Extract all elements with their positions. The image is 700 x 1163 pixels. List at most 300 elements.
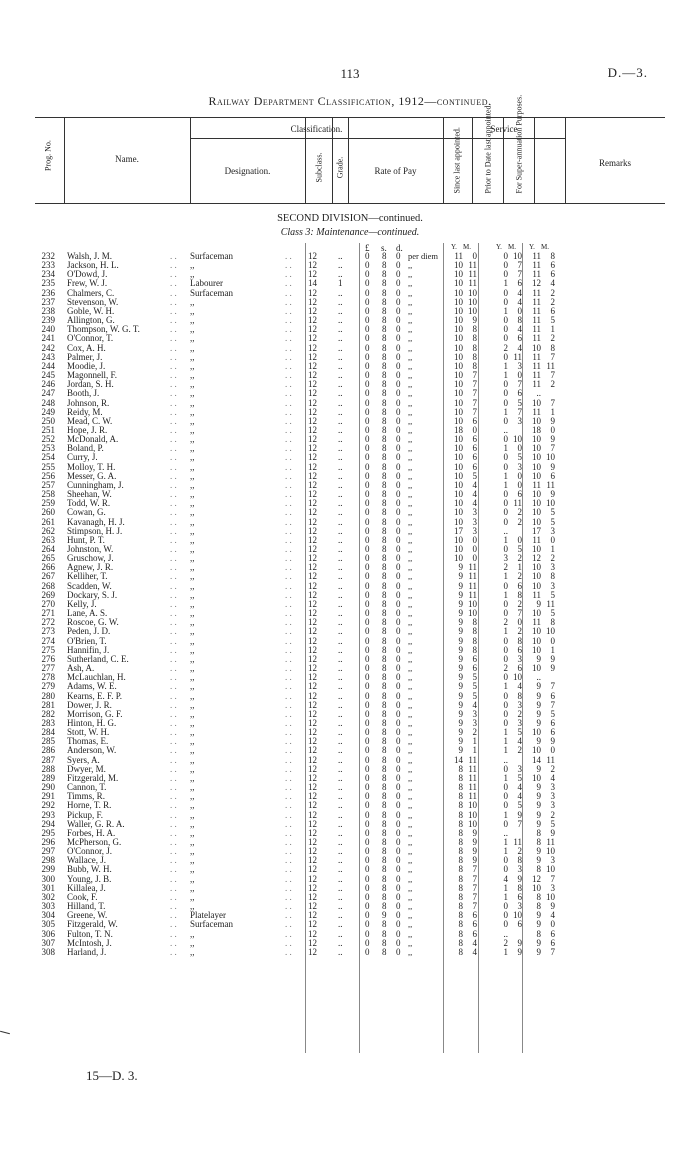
cell-l: 0 [365,415,370,426]
leader-dots: . . [285,534,292,545]
leader-dots: . . [170,910,177,921]
cell-sy: 8 [458,763,463,774]
cell-pm: 3 [517,461,522,472]
leader-dots: . . [285,736,292,747]
cell-sub: 12 [308,681,317,692]
leader-dots: . . [170,919,177,930]
cell-pm: 4 [517,791,522,802]
cell-n: 280 [41,690,55,701]
cell-d: 0 [396,434,401,445]
leader-dots: . . [285,342,292,353]
cell-fy: 10 [532,461,541,472]
cell-s: 8 [382,763,387,774]
cell-l: 0 [365,370,370,381]
cell-py: 4 [503,873,508,884]
cell-des: ,, [190,452,195,463]
cell-s: 8 [382,672,387,683]
cell-n: 262 [41,525,55,536]
cell-pd: ,, [408,443,413,454]
leader-dots: . . [170,846,177,857]
cell-n: 235 [41,278,55,289]
cell-des: ,, [190,617,195,628]
cell-sy: 10 [454,516,463,527]
leader-dots: . . [170,415,177,426]
leader-dots: . . [285,699,292,710]
unit-pounds: £ [365,243,370,253]
cell-d: 0 [396,699,401,710]
cell-fm: 9 [550,736,555,747]
cell-fy: 18 [532,424,541,435]
cell-sy: 10 [454,461,463,472]
cell-pm: 4 [517,296,522,307]
cell-s: 8 [382,415,387,426]
cell-gr: .. [338,663,343,674]
table-row [0,746,700,755]
cell-gr: .. [338,296,343,307]
cell-n: 284 [41,727,55,738]
cell-d: 0 [396,791,401,802]
cell-gr: .. [338,653,343,664]
leader-dots: . . [170,653,177,664]
cell-gr: .. [338,855,343,866]
cell-fm: 9 [550,489,555,500]
cell-name: Fitzgerald, W. [67,919,118,930]
cell-fy: 11 [532,617,541,628]
cell-pd: ,, [408,370,413,381]
cell-py: 1 [503,406,508,417]
cell-fy: 9 [536,699,541,710]
cell-des: ,, [190,534,195,545]
cell-n: 259 [41,498,55,509]
cell-fy: 14 [532,754,541,765]
cell-fy: 10 [532,745,541,756]
cell-py: 0 [503,653,508,664]
cell-sm: 0 [472,553,477,564]
cell-d: 0 [396,727,401,738]
cell-pm: 5 [517,772,522,783]
cell-py: 0 [503,699,508,710]
cell-name: Walsh, J. M. [67,251,113,261]
cell-sub: 12 [308,901,317,912]
table-row [0,380,700,389]
cell-py: .. [503,754,508,765]
cell-sm: 8 [472,635,477,646]
cell-n: 265 [41,553,55,564]
cell-name: O'Brien, T. [67,635,107,646]
cell-fm: 11 [546,360,555,371]
cell-sy: 9 [458,598,463,609]
cell-fy: 11 [532,287,541,298]
cell-sm: 8 [472,351,477,362]
cell-d: 0 [396,580,401,591]
cell-pm: 2 [517,571,522,582]
cell-sub: 12 [308,699,317,710]
leader-dots: . . [285,315,292,326]
cell-fy: 11 [532,333,541,344]
cell-sy: 9 [458,617,463,628]
cell-d: 0 [396,443,401,454]
table-row [0,884,700,893]
cell-fy: 10 [532,434,541,445]
leader-dots: . . [170,434,177,445]
cell-fy: 10 [532,772,541,783]
cell-pd: ,, [408,388,413,399]
cell-d: 0 [396,653,401,664]
cell-pm: 3 [517,901,522,912]
cell-name: Allington, G. [67,315,115,326]
cell-pd: ,, [408,434,413,445]
cell-fy: 9 [536,919,541,930]
cell-py: 0 [503,800,508,811]
cell-s: 8 [382,837,387,847]
cell-l: 0 [365,663,370,674]
cell-des: ,, [190,882,195,893]
cell-des: ,, [190,864,195,875]
unit-y1: Y. [451,243,457,251]
cell-n: 270 [41,598,55,609]
cell-l: 0 [365,580,370,591]
cell-sub: 12 [308,754,317,765]
leader-dots: . . [170,507,177,518]
leader-dots: . . [285,946,292,957]
cell-sy: 9 [458,708,463,719]
leader-dots: . . [170,315,177,326]
cell-fy: 10 [532,635,541,646]
cell-n: 283 [41,717,55,728]
leader-dots: . . [170,544,177,554]
cell-s: 8 [382,608,387,619]
cell-fy: 11 [532,370,541,381]
page-title: Railway Department Classification, 1912—continued. [208,94,492,108]
cell-pm: 3 [517,763,522,774]
cell-pd: ,, [408,415,413,426]
cell-gr: .. [338,782,343,793]
leader-dots: . . [170,305,177,316]
leader-dots: . . [170,736,177,747]
cell-gr: .. [338,489,343,500]
classification-header: Classification. [290,124,343,134]
cell-fy: 12 [532,553,541,564]
cell-fy: 9 [536,653,541,664]
cell-py: 0 [503,489,508,500]
cell-d: 0 [396,663,401,674]
cell-fm: 3 [550,855,555,866]
cell-name: Hunt, P. T. [67,534,105,545]
cell-sm: 4 [472,489,477,500]
cell-des: ,, [190,901,195,912]
cell-py: 1 [503,772,508,783]
cell-py: 0 [503,818,508,829]
cell-sub: 12 [308,791,317,802]
cell-fy: 9 [536,855,541,866]
cell-py: 1 [503,571,508,582]
cell-fy: 11 [532,324,541,335]
cell-py: 0 [503,910,508,921]
cell-des: ,, [190,351,195,362]
cell-name: Chalmers, C. [67,287,115,298]
cell-des: ,, [190,489,195,500]
cell-pm: 0 [517,534,522,545]
cell-pd: ,, [408,516,413,527]
leader-dots: . . [170,452,177,463]
cell-pd: ,, [408,342,413,353]
cell-d: 0 [396,489,401,500]
cell-gr: .. [338,498,343,509]
cell-gr: .. [338,946,343,957]
cell-fm: 9 [550,415,555,426]
cell-sm: 3 [472,525,477,536]
cell-s: 8 [382,397,387,408]
cell-py: 0 [503,397,508,408]
cell-l: 0 [365,260,370,271]
cell-sub: 12 [308,626,317,637]
cell-d: 0 [396,360,401,371]
leader-dots: . . [285,479,292,490]
cell-fy: 9 [536,946,541,957]
cell-pm: 8 [517,589,522,600]
cell-n: 253 [41,443,55,454]
cell-sub: 12 [308,516,317,527]
cell-des: Surfaceman [190,287,233,298]
cell-sy: 9 [458,608,463,619]
cell-d: 0 [396,251,401,261]
cell-pd: ,, [408,846,413,857]
cell-name: Kavanagh, H. J. [67,516,125,527]
leader-dots: . . [170,891,177,902]
cell-d: 0 [396,269,401,280]
cell-fy: 10 [532,882,541,893]
cell-pm: 2 [517,598,522,609]
cell-s: 8 [382,745,387,756]
cell-fy: 10 [532,516,541,527]
cell-sub: 12 [308,351,317,362]
cell-name: Boland, P. [67,443,104,454]
cell-s: 8 [382,544,387,554]
cell-s: 8 [382,635,387,646]
leader-dots: . . [285,461,292,472]
cell-d: 0 [396,287,401,298]
cell-fm: 10 [546,498,555,509]
cell-gr: .. [338,544,343,554]
leader-dots: . . [170,589,177,600]
cell-pm: 3 [517,415,522,426]
table-row [0,655,700,664]
cell-sub: 12 [308,855,317,866]
leader-dots: . . [285,818,292,829]
cell-name: Magonnell, F. [67,370,118,381]
cell-l: 0 [365,507,370,518]
cell-sy: 8 [458,855,463,866]
leader-dots: . . [285,333,292,344]
cell-n: 306 [41,928,55,939]
cell-py: 1 [503,305,508,316]
cell-l: 0 [365,324,370,335]
leader-dots: . . [285,791,292,802]
cell-gr: .. [338,882,343,893]
cell-sm: 6 [472,415,477,426]
cell-des: ,, [190,818,195,829]
cell-fm: 6 [550,937,555,948]
remarks-header: Remarks [599,158,631,168]
cell-py: 0 [503,901,508,912]
cell-sub: 12 [308,489,317,500]
cell-fm: 5 [550,315,555,326]
cell-gr: .. [338,516,343,527]
cell-des: ,, [190,525,195,536]
cell-name: Fitzgerald, M. [67,772,119,783]
cell-l: 0 [365,296,370,307]
cell-gr: .. [338,434,343,445]
cell-py: 1 [503,946,508,957]
cell-fm: 10 [546,891,555,902]
cell-sy: 9 [458,589,463,600]
cell-gr: .. [338,873,343,884]
cell-pm: 6 [517,663,522,674]
cell-py: 0 [503,791,508,802]
leader-dots: . . [170,342,177,353]
cell-sy: 9 [458,699,463,710]
cell-py: 0 [503,690,508,701]
cell-l: 0 [365,708,370,719]
cell-s: 8 [382,882,387,893]
leader-dots: . . [170,489,177,500]
cell-sub: 12 [308,406,317,417]
leader-dots: . . [170,370,177,381]
cell-fy: 9 [536,818,541,829]
cell-sm: 3 [472,516,477,527]
cell-sy: 8 [458,946,463,957]
cell-sub: 12 [308,772,317,783]
cell-pm: 7 [517,406,522,417]
cell-fm: 1 [550,544,555,554]
cell-pd: ,, [408,782,413,793]
cell-name: Stimpson, H. J. [67,525,123,536]
cell-d: 0 [396,370,401,381]
cell-pm: 2 [517,846,522,857]
class-heading: Class 3: Maintenance—continued. [280,227,420,238]
leader-dots: . . [285,406,292,417]
cell-name: Stott, W. H. [67,727,110,738]
leader-dots: . . [285,498,292,509]
cell-s: 8 [382,461,387,472]
leader-dots: . . [285,809,292,820]
cell-pm: 0 [517,479,522,490]
cell-sm: 5 [472,690,477,701]
cell-sm: 11 [468,782,477,793]
cell-des: ,, [190,324,195,335]
cell-sub: 12 [308,452,317,463]
cell-s: 8 [382,553,387,564]
cell-sub: 12 [308,818,317,829]
cell-py: 2 [503,342,508,353]
cell-pd: ,, [408,946,413,957]
cell-name: Curry, J. [67,452,98,463]
cell-py: 0 [503,855,508,866]
cell-sub: 12 [308,562,317,573]
cell-fm: 2 [550,296,555,307]
cell-sm: 6 [472,919,477,930]
cell-name: Cunningham, J. [67,479,124,490]
cell-pd: ,, [408,864,413,875]
cell-des: ,, [190,305,195,316]
cell-gr: .. [338,571,343,582]
cell-n: 269 [41,589,55,600]
leader-dots: . . [285,415,292,426]
leader-dots: . . [170,525,177,536]
cell-sy: 8 [458,800,463,811]
cell-pm: 9 [517,946,522,957]
cell-fy: 8 [536,864,541,875]
cell-d: 0 [396,397,401,408]
cell-sm: 8 [472,360,477,371]
cell-d: 0 [396,736,401,747]
cell-py: 0 [503,415,508,426]
cell-fm: 0 [550,534,555,545]
cell-sub: 12 [308,415,317,426]
grade-header: Grade. [335,156,345,179]
cell-n: 271 [41,608,55,619]
cell-py: 3 [503,553,508,564]
cell-name: Peden, J. D. [67,626,111,637]
cell-fy: 11 [532,406,541,417]
cell-des: ,, [190,891,195,902]
cell-py: 0 [503,452,508,463]
cell-s: 8 [382,305,387,316]
cell-name: Hope, J. R. [67,424,108,435]
cell-l: 0 [365,864,370,875]
cell-fy: 10 [532,562,541,573]
cell-n: 297 [41,846,55,857]
cell-l: 0 [365,772,370,783]
cell-fm: 7 [550,873,555,884]
cell-sy: 9 [458,635,463,646]
cell-des: ,, [190,415,195,426]
leader-dots: . . [170,708,177,719]
cell-name: Lane, A. S. [67,608,108,619]
cell-fm: 7 [550,351,555,362]
cell-sm: 8 [472,333,477,344]
cell-gr: 1 [338,278,343,289]
cell-n: 299 [41,864,55,875]
leader-dots: . . [170,479,177,490]
cell-d: 0 [396,745,401,756]
cell-sub: 12 [308,580,317,591]
cell-name: Reidy, M. [67,406,103,417]
cell-py: 0 [503,717,508,728]
cell-name: Dwyer, M. [67,763,106,774]
cell-pm: 3 [517,717,522,728]
cell-py: 0 [503,544,508,554]
leader-dots: . . [170,809,177,820]
cell-gr: .. [338,717,343,728]
cell-n: 233 [41,260,55,271]
cell-py: 0 [503,315,508,326]
cell-fy: 9 [536,681,541,692]
cell-sub: 12 [308,324,317,335]
cell-sm: 6 [472,443,477,454]
cell-sm: 7 [472,406,477,417]
cell-fy: 9 [536,846,541,857]
cell-fy: 11 [532,260,541,271]
cell-fm: 8 [550,617,555,628]
leader-dots: . . [170,534,177,545]
leader-dots: . . [285,434,292,445]
leader-dots: . . [285,873,292,884]
cell-n: 239 [41,315,55,326]
cell-sub: 12 [308,846,317,857]
cell-des: ,, [190,397,195,408]
margin-mark [0,1031,10,1035]
